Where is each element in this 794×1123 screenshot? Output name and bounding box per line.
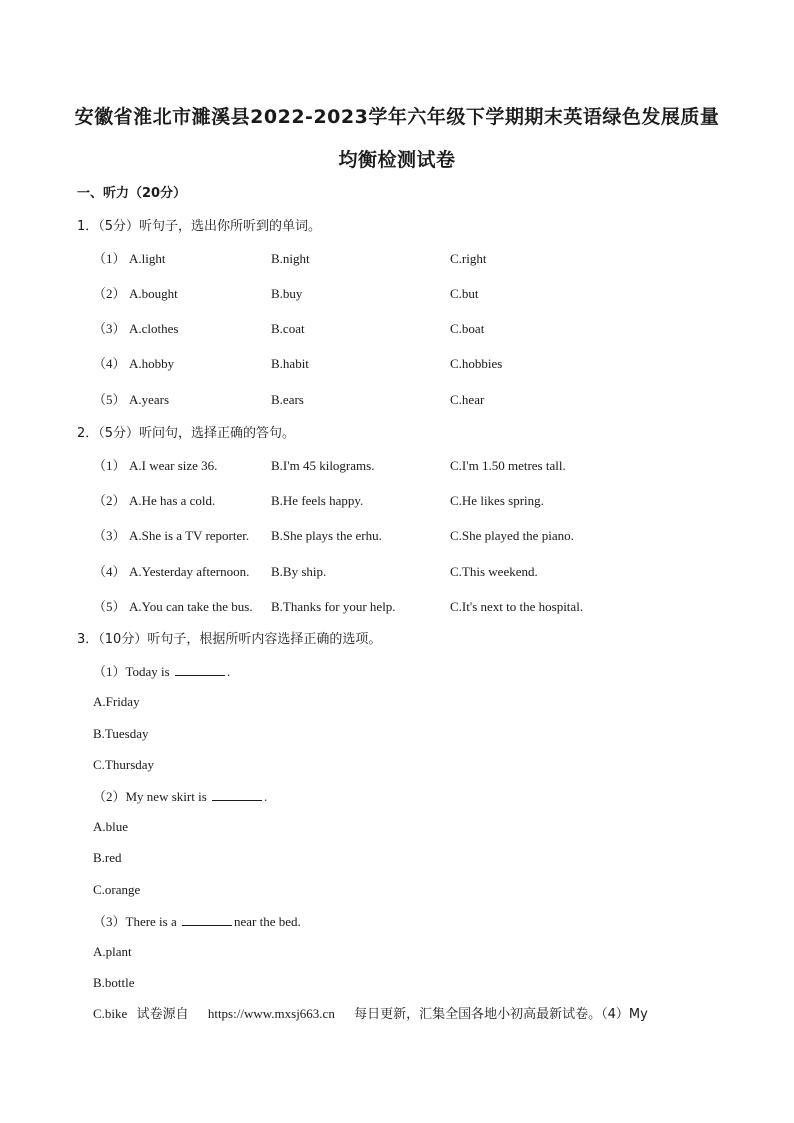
option: C.Thursday	[93, 757, 155, 772]
footer-tail-text: 每日更新，汇集全国各地小初高最新试卷。（4）My	[354, 1007, 648, 1022]
option-a: A.Yesterday afternoon.	[129, 564, 250, 579]
item-number: （1）	[93, 458, 126, 473]
option-b: B.Thanks for your help.	[271, 599, 396, 614]
option-b: B.She plays the erhu.	[271, 528, 382, 543]
question-2-stem: 2．（5分）听问句，选择正确的答句。	[77, 426, 296, 441]
option-c: C.hear	[450, 392, 485, 407]
option-a: A.He has a cold.	[129, 493, 216, 508]
answer-blank	[182, 912, 232, 926]
option-a: A.You can take the bus.	[129, 599, 253, 614]
item-number: （2）	[93, 286, 126, 301]
option: B.Tuesday	[93, 726, 149, 741]
option-b: B.coat	[271, 321, 305, 336]
option-b: B.He feels happy.	[271, 493, 364, 508]
question-3-item-1-prompt	[93, 662, 230, 681]
question-3-stem: 3．（10分）听句子，根据所听内容选择正确的选项。	[77, 632, 382, 647]
option-b: B.night	[271, 251, 310, 266]
option-a: A.clothes	[129, 321, 179, 336]
question-3-item-2-prompt	[93, 787, 267, 806]
question-1-stem: 1．（5分）听句子，选出你所听到的单词。	[77, 219, 322, 234]
item-number: （4）	[93, 564, 126, 579]
option-c: C.right	[450, 251, 487, 266]
option-c: C.I'm 1.50 metres tall.	[450, 458, 566, 473]
item-number: （3）	[93, 321, 126, 336]
answer-blank	[212, 787, 262, 801]
option-a: A.bought	[129, 286, 178, 301]
option-b: B.By ship.	[271, 564, 327, 579]
title-line-2: 均衡检测试卷	[338, 149, 456, 171]
prompt-tail: .	[226, 664, 231, 679]
item-number: （4）	[93, 356, 126, 371]
prompt-text: （3）There is a	[93, 914, 177, 929]
option-c: C.but	[450, 286, 479, 301]
prompt-tail: near the bed.	[234, 914, 301, 929]
option-b: B.habit	[271, 356, 309, 371]
option-c: C.boat	[450, 321, 485, 336]
option-a: A.years	[129, 392, 170, 407]
option-c: C.She played the piano.	[450, 528, 574, 543]
option: B.red	[93, 850, 122, 865]
option: A.Friday	[93, 694, 140, 709]
question-3-item-3-prompt	[93, 912, 301, 931]
item-number: （5）	[93, 599, 126, 614]
option-c: C.He likes spring.	[450, 493, 544, 508]
option-a: A.I wear size 36.	[129, 458, 218, 473]
item-number: （2）	[93, 493, 126, 508]
option-b: B.ears	[271, 392, 304, 407]
footer-source-text: 试卷源自	[136, 1007, 189, 1022]
option: A.blue	[93, 819, 129, 834]
prompt-text: （2）My new skirt is	[93, 789, 207, 804]
option-c: C.It's next to the hospital.	[450, 599, 584, 614]
item-number: （1）	[93, 251, 126, 266]
prompt-text: （1）Today is	[93, 664, 170, 679]
option-a: A.light	[129, 251, 166, 266]
answer-blank	[175, 662, 225, 676]
prompt-tail: .	[264, 789, 268, 804]
footer-line	[93, 1005, 648, 1024]
option-a: A.hobby	[129, 356, 175, 371]
footer-url-link[interactable]: https://www.mxsj663.cn	[207, 1006, 335, 1021]
item-number: （3）	[93, 528, 126, 543]
option: C.orange	[93, 882, 141, 897]
option-a: A.She is a TV reporter.	[129, 528, 250, 543]
option: A.plant	[93, 944, 132, 959]
option-c: C.hobbies	[450, 356, 503, 371]
option-b: B.I'm 45 kilograms.	[271, 458, 375, 473]
title-line-1: 安徽省淮北市濉溪县2022-2023学年六年级下学期期末英语绿色发展质量	[74, 106, 720, 128]
option-b: B.buy	[271, 286, 303, 301]
item-number: （5）	[93, 392, 126, 407]
option: B.bottle	[93, 975, 135, 990]
option-c: C.This weekend.	[450, 564, 538, 579]
option: C.bike	[93, 1006, 128, 1021]
section-listening-heading: 一、听力（20分）	[77, 186, 187, 201]
